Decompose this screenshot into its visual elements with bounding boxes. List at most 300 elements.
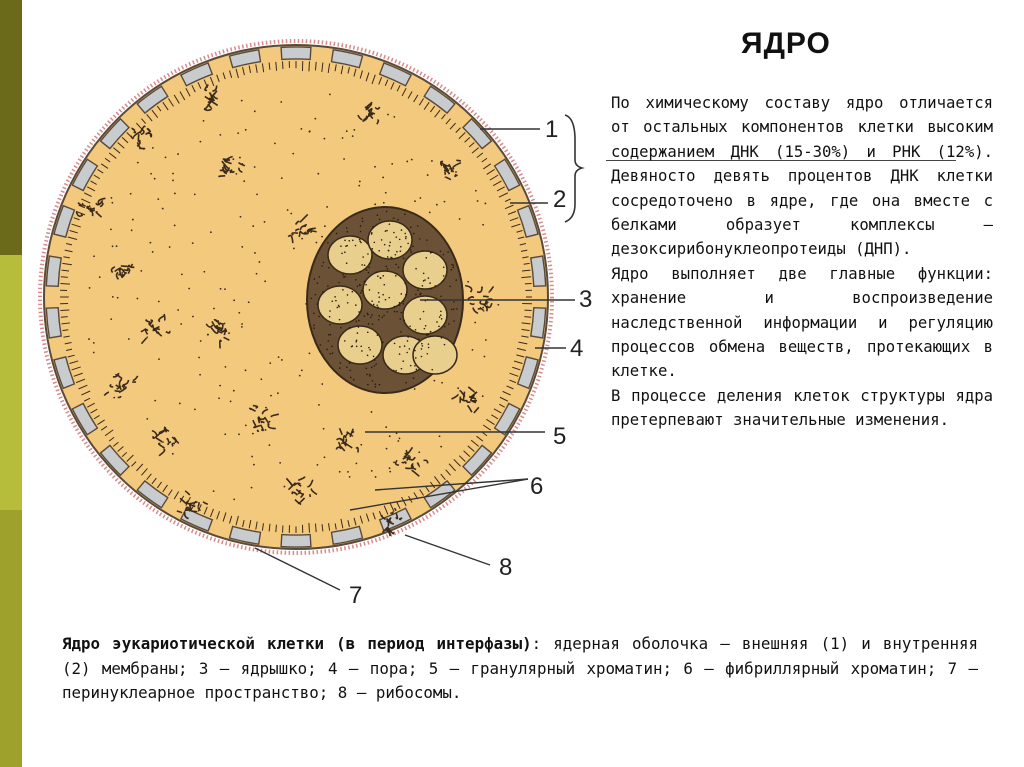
chromatin-granule (251, 456, 253, 458)
chromatin-granule (241, 326, 243, 328)
nucleolus-granule (361, 350, 363, 352)
nucleolus-granule (422, 345, 424, 347)
nucleolus-granule (430, 336, 432, 338)
nucleolus-granule (346, 366, 348, 368)
chromatin-granule (329, 94, 331, 96)
lamina-fibril (276, 525, 277, 532)
nucleolus-granule (387, 256, 389, 258)
chromatin-granule (220, 288, 222, 290)
envelope-segment (281, 47, 311, 59)
nucleolus-granule (407, 340, 409, 342)
chromatin-fibril (299, 232, 300, 237)
nucleolus-granule (400, 331, 402, 333)
nucleolus-granule (362, 218, 364, 220)
chromatin-granule (316, 242, 318, 244)
nucleolus-granule (423, 273, 425, 275)
chromatin-granule (387, 114, 389, 116)
chromatin-granule (269, 444, 271, 446)
nucleolus-granule (348, 240, 350, 242)
chromatin-granule (457, 387, 459, 389)
nucleolus-granule (438, 326, 440, 328)
chromatin-granule (152, 147, 154, 149)
chromatin-granule (278, 356, 280, 358)
nucleolus-granule (377, 334, 379, 336)
nucleolus-granule (378, 250, 380, 252)
nucleolus-granule (339, 367, 341, 369)
nucleolus-granule (332, 352, 334, 354)
chromatin-granule (243, 180, 245, 182)
nucleolus-granule (375, 363, 377, 365)
nucleolus-granule (374, 359, 376, 361)
chromatin-granule (433, 380, 435, 382)
page-title: ЯДРО (741, 27, 831, 60)
nucleolus-granule (414, 365, 416, 367)
nucleolus-granule (400, 293, 402, 295)
chromatin-granule (113, 397, 115, 399)
nucleolus-granule (403, 303, 405, 305)
chromatin-granule (245, 129, 247, 131)
nucleolus-granule (359, 241, 361, 243)
nucleolus-granule (399, 318, 401, 320)
nucleolus-granule (369, 263, 371, 265)
nucleolus-granule (356, 346, 358, 348)
chromatin-granule (253, 464, 255, 466)
chromatin-granule (172, 180, 174, 182)
nucleolus-granule (403, 257, 405, 259)
chromatin-granule (365, 106, 367, 108)
nucleolus-granule (319, 276, 321, 278)
label-8: 8 (499, 554, 513, 581)
nucleolus-granule (417, 225, 419, 227)
chromatin-granule (374, 166, 376, 168)
nucleolus-granule (399, 302, 401, 304)
nucleolus-granule (336, 233, 338, 235)
nucleolus-granule (355, 304, 357, 306)
chromatin-granule (264, 280, 266, 282)
nucleolus-granule (378, 296, 380, 298)
nucleolus-granule (410, 251, 412, 253)
nucleolus-granule (428, 343, 430, 345)
nucleolus-granule (409, 325, 411, 327)
nucleolus-granule (375, 383, 377, 385)
nucleolus-granule (371, 300, 373, 302)
nucleolus-granule (418, 338, 420, 340)
nucleolus-granule (383, 284, 385, 286)
nucleolus-granule (346, 231, 348, 233)
nucleolus-granule (449, 285, 451, 287)
chromatin-granule (477, 200, 479, 202)
nucleolus-granule (415, 357, 417, 359)
nucleolus-granule (371, 367, 373, 369)
nucleolus-granule (388, 250, 390, 252)
nucleolus-granule (345, 245, 347, 247)
nucleolus-granule (317, 282, 319, 284)
nucleolus-granule (369, 374, 371, 376)
chromatin-granule (219, 385, 221, 387)
chromatin-granule (371, 470, 373, 472)
chromatin-granule (93, 352, 95, 354)
nucleolus-granule (405, 236, 407, 238)
nucleolus-granule (359, 271, 361, 273)
chromatin-granule (385, 192, 387, 194)
chromatin-granule (309, 131, 311, 133)
nucleolus-granule (378, 319, 380, 321)
chromatin-granule (256, 193, 258, 195)
nucleolus-granule (424, 328, 426, 330)
nucleolus-granule (369, 349, 371, 351)
nucleolus-granule (429, 282, 431, 284)
chromatin-granule (254, 110, 256, 112)
leader-line (405, 535, 490, 565)
nucleolus-granule (362, 221, 364, 223)
label-6: 6 (530, 473, 544, 500)
nucleolus-granule (338, 282, 340, 284)
label-7: 7 (349, 582, 363, 609)
chromatin-granule (218, 328, 220, 330)
nucleolus-granule (381, 239, 383, 241)
nucleolus-granule (376, 304, 378, 306)
nucleolus-granule (405, 294, 407, 296)
nucleolus-granule (358, 311, 360, 313)
nucleolus-granule (353, 379, 355, 381)
nucleolus-lobe (328, 236, 372, 274)
label-2: 2 (553, 186, 567, 213)
chromatin-granule (111, 202, 113, 204)
nucleolus-granule (421, 348, 423, 350)
chromatin-granule (154, 178, 156, 180)
chromatin-granule (199, 141, 201, 143)
nucleolus-granule (368, 323, 370, 325)
nucleolus-lobe (413, 336, 457, 374)
chromatin-granule (482, 395, 484, 397)
chromatin-granule (475, 190, 477, 192)
nucleolus-granule (368, 272, 370, 274)
chromatin-granule (112, 296, 114, 298)
nucleolus-granule (455, 279, 457, 281)
chromatin-granule (284, 486, 286, 488)
chromatin-granule (225, 366, 227, 368)
chromatin-fibril (455, 174, 457, 176)
nucleolus-granule (368, 347, 370, 349)
chromatin-granule (459, 218, 461, 220)
nucleolus-granule (339, 319, 341, 321)
chromatin-granule (237, 132, 239, 134)
chromatin-granule (130, 193, 132, 195)
chromatin-granule (346, 130, 348, 132)
nucleolus-granule (366, 368, 368, 370)
nucleolus-granule (327, 340, 329, 342)
nucleolus-granule (387, 268, 389, 270)
chromatin-granule (200, 340, 202, 342)
chromatin-granule (431, 160, 433, 162)
chromatin-granule (203, 271, 205, 273)
nucleolus-granule (440, 310, 442, 312)
nucleolus-granule (415, 329, 417, 331)
chromatin-granule (174, 193, 176, 195)
chromatin-granule (245, 425, 247, 427)
nucleolus-granule (382, 341, 384, 343)
nucleolus-granule (351, 346, 353, 348)
chromatin-granule (194, 408, 196, 410)
chromatin-granule (128, 338, 130, 340)
nucleolus-granule (403, 300, 405, 302)
nucleolus-granule (341, 252, 343, 254)
nucleolus-granule (356, 340, 358, 342)
nucleolus-granule (355, 341, 357, 343)
chromatin-granule (112, 245, 114, 247)
chromatin-granule (374, 203, 376, 205)
nucleolus-granule (393, 232, 395, 234)
chromatin-granule (232, 158, 234, 160)
nucleolus-granule (346, 262, 348, 264)
chromatin-fibril (257, 430, 258, 432)
nucleolus-granule (452, 267, 454, 269)
nucleolus-granule (404, 282, 406, 284)
chromatin-granule (472, 349, 474, 351)
nucleolus-granule (444, 344, 446, 346)
nucleolus-granule (387, 311, 389, 313)
nucleolus-granule (349, 370, 351, 372)
chromatin-granule (414, 388, 416, 390)
chromatin-granule (89, 287, 91, 289)
nucleolus-granule (428, 277, 430, 279)
nucleolus-granule (360, 345, 362, 347)
nucleolus-granule (421, 356, 423, 358)
chromatin-granule (418, 451, 420, 453)
chromatin-granule (455, 171, 457, 173)
chromatin-granule (359, 181, 361, 183)
nucleolus-granule (313, 327, 315, 329)
chromatin-granule (181, 274, 183, 276)
chromatin-fibril (471, 400, 477, 401)
chromatin-granule (233, 299, 235, 301)
nucleolus-granule (382, 317, 384, 319)
nucleolus-granule (350, 377, 352, 379)
nucleolus-granule (349, 327, 351, 329)
chromatin-granule (99, 276, 101, 278)
chromatin-granule (414, 200, 416, 202)
nucleolus-granule (335, 300, 337, 302)
nucleolus-granule (451, 269, 453, 271)
chromatin-granule (292, 153, 294, 155)
nucleolus-granule (367, 384, 369, 386)
nucleolus-granule (365, 284, 367, 286)
lamina-fibril (524, 317, 531, 318)
chromatin-granule (497, 304, 499, 306)
chromatin-granule (238, 433, 240, 435)
nucleolus-granule (371, 314, 373, 316)
nucleolus-granule (327, 242, 329, 244)
nucleolus-granule (364, 315, 366, 317)
nucleolus-granule (417, 289, 419, 291)
nucleolus-granule (395, 236, 397, 238)
nucleolus-granule (407, 243, 409, 245)
chromatin-granule (241, 163, 243, 165)
chromatin-granule (323, 138, 325, 140)
lamina-fibril (60, 310, 69, 311)
chromatin-granule (110, 318, 112, 320)
chromatin-granule (382, 177, 384, 179)
chromatin-granule (254, 252, 256, 254)
chromatin-granule (484, 356, 486, 358)
nucleolus-granule (360, 231, 362, 233)
chromatin-granule (301, 238, 303, 240)
envelope-segment (531, 308, 546, 338)
chromatin-granule (281, 177, 283, 179)
nucleolus-granule (451, 264, 453, 266)
nucleolus-granule (428, 347, 430, 349)
nucleolus-granule (347, 294, 349, 296)
nucleolus-granule (313, 313, 315, 315)
chromatin-granule (314, 118, 316, 120)
nucleolus-granule (366, 269, 368, 271)
lamina-fibril (61, 317, 68, 318)
nucleolus-granule (367, 253, 369, 255)
nucleolus-granule (444, 326, 446, 328)
nucleolus-granule (313, 324, 315, 326)
chromatin-granule (259, 261, 261, 263)
chromatin-granule (146, 418, 148, 420)
chromatin-granule (352, 135, 354, 137)
nucleolus-granule (443, 254, 445, 256)
chromatin-granule (385, 426, 387, 428)
chromatin-fibril (261, 422, 264, 423)
chromatin-granule (256, 273, 258, 275)
nucleolus-granule (395, 370, 397, 372)
chromatin-granule (375, 476, 377, 478)
nucleolus-granule (320, 344, 322, 346)
nucleolus-granule (327, 285, 329, 287)
chromatin-granule (274, 142, 276, 144)
nucleolus-granule (331, 346, 333, 348)
nucleolus-granule (382, 294, 384, 296)
chromatin-granule (137, 162, 139, 164)
nucleolus-granule (410, 365, 412, 367)
paragraph-division: В процессе деления клеток структуры ядра претерпевают значительные изменения. (611, 386, 993, 430)
nucleolus-granule (415, 268, 417, 270)
chromatin-granule (444, 201, 446, 203)
nucleolus-granule (386, 230, 388, 232)
nucleolus-granule (361, 264, 363, 266)
paragraph-composition: По химическому составу ядро отличается от остальных компонентов клетки высоким содержанием ДНК (15-30%) и РНК (12%). Девяносто девять процентов ДНК клетки сосредоточено в ядре, где она вместе с белками образует комплексы – дезоксирибонуклеопротеиды (ДНП). (611, 94, 993, 259)
chromatin-granule (254, 166, 256, 168)
chromatin-granule (269, 362, 271, 364)
chromatin-granule (440, 446, 442, 448)
nucleolus-granule (410, 227, 412, 229)
chromatin-granule (251, 487, 253, 489)
chromatin-granule (140, 270, 142, 272)
nucleolus-granule (355, 321, 357, 323)
nucleolus-granule (369, 375, 371, 377)
nucleolus-granule (369, 289, 371, 291)
envelope-segment (46, 308, 61, 338)
chromatin-granule (342, 137, 344, 139)
nucleolus-granule (394, 311, 396, 313)
nucleolus-granule (389, 245, 391, 247)
nucleolus-granule (377, 275, 379, 277)
chromatin-granule (347, 471, 349, 473)
chromatin-granule (213, 490, 215, 492)
nucleolus-granule (396, 273, 398, 275)
chromatin-granule (321, 383, 323, 385)
nucleolus-granule (440, 314, 442, 316)
chromatin-fibril (164, 314, 165, 320)
nucleolus-granule (372, 323, 374, 325)
nucleolus-granule (404, 233, 406, 235)
chromatin-fibril (134, 132, 136, 133)
nucleolus-granule (355, 279, 357, 281)
chromatin-granule (194, 193, 196, 195)
chromatin-granule (474, 322, 476, 324)
nucleolus-granule (453, 265, 455, 267)
chromatin-granule (290, 213, 292, 215)
chromatin-granule (485, 203, 487, 205)
nucleolus-granule (419, 238, 421, 240)
chromatin-granule (218, 397, 220, 399)
nucleolus-granule (373, 304, 375, 306)
nucleolus-granule (397, 219, 399, 221)
nucleolus-granule (404, 345, 406, 347)
nucleolus-granule (377, 306, 379, 308)
nucleolus-granule (331, 301, 333, 303)
nucleolus-granule (423, 280, 425, 282)
chromatin-granule (269, 421, 271, 423)
nucleolus-granule (360, 292, 362, 294)
nucleolus-granule (358, 326, 360, 328)
chromatin-granule (367, 108, 369, 110)
chromatin-granule (339, 471, 341, 473)
nucleolus-granule (386, 211, 388, 213)
chromatin-fibril (124, 269, 128, 270)
nucleolus-granule (425, 257, 427, 259)
nucleolus-granule (441, 318, 443, 320)
nucleolus-granule (371, 232, 373, 234)
nucleolus-granule (372, 226, 374, 228)
nucleolus-granule (415, 294, 417, 296)
chromatin-granule (116, 245, 118, 247)
chromatin-granule (436, 204, 438, 206)
chromatin-granule (265, 407, 267, 409)
chromatin-granule (239, 157, 241, 159)
chromatin-granule (224, 433, 226, 435)
chromatin-granule (207, 334, 209, 336)
nucleolus-granule (366, 374, 368, 376)
nucleolus-granule (422, 285, 424, 287)
chromatin-granule (241, 100, 243, 102)
nucleolus-granule (326, 349, 328, 351)
nucleolus-granule (329, 324, 331, 326)
chromatin-granule (324, 456, 326, 458)
chromatin-granule (429, 212, 431, 214)
nucleolus-granule (330, 334, 332, 336)
chromatin-granule (241, 246, 243, 248)
chromatin-fibril (310, 494, 311, 497)
nucleolus-granule (352, 291, 354, 293)
nucleolus-granule (389, 223, 391, 225)
nucleolus-granule (439, 316, 441, 318)
nucleolus-granule (419, 318, 421, 320)
nucleolus-granule (424, 279, 426, 281)
chromatin-granule (158, 301, 160, 303)
nucleolus-granule (357, 332, 359, 334)
chromatin-granule (279, 462, 281, 464)
nucleolus-granule (393, 370, 395, 372)
nucleolus-granule (456, 308, 458, 310)
chromatin-granule (213, 308, 215, 310)
chromatin-granule (317, 173, 319, 175)
nucleolus-granule (453, 301, 455, 303)
chromatin-granule (280, 101, 282, 103)
